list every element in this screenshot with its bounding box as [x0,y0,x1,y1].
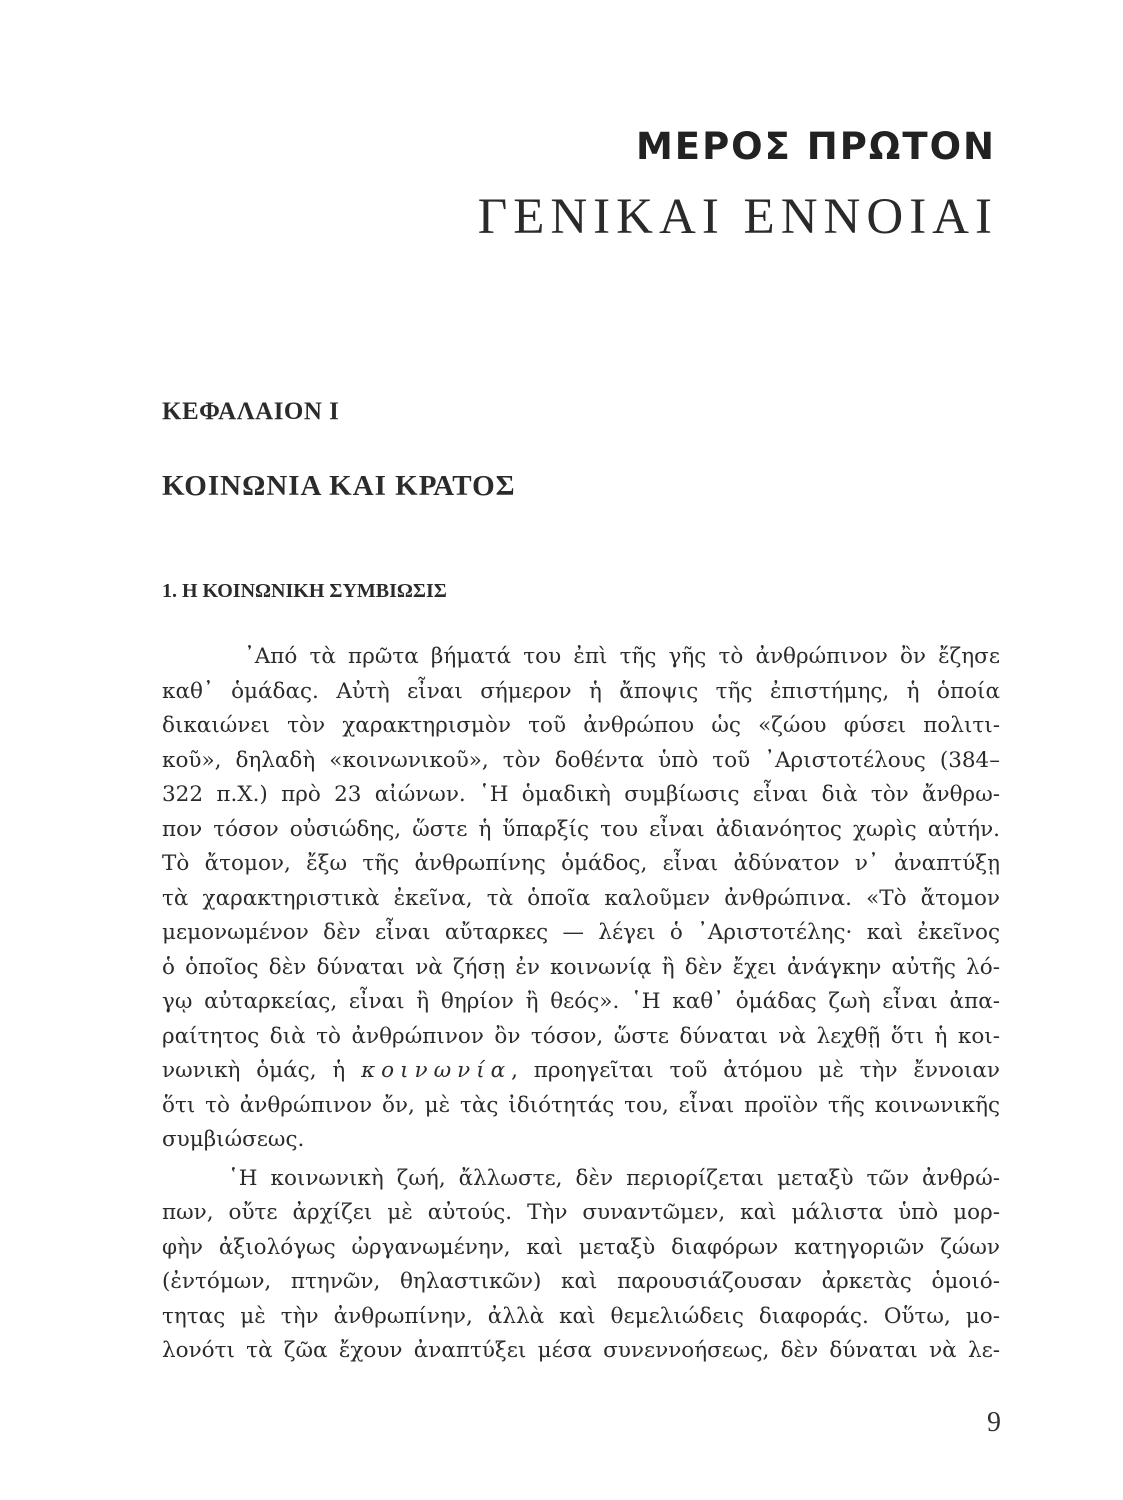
text-line: δικαιώνει τὸν χαρακτηρισμὸν τοῦ ἀνθρώπου ὡς «ζώου φύσει πολιτι- [162,713,1000,738]
text-line: Τὸ ἄτομον, ἔξω τῆς ἀνθρωπίνης ὁμάδος, εἶναι ἀδύνατον ν᾿ ἀναπτύξῃ [162,851,1000,876]
text-line: 322 π.Χ.) πρὸ 23 αἰώνων. ῾Η ὁμαδικὴ συμβίωσις εἶναι διὰ τὸν ἄνθρω- [162,782,1000,807]
text-line: γῳ αὐταρκείας, εἶναι ἢ θηρίον ἢ θεός». ῾Η καθ᾿ ὁμάδας ζωὴ εἶναι ἀπα- [162,989,1000,1014]
text-line: ὅτι τὸ ἀνθρώπινον ὄν, μὲ τὰς ἰδιότητάς του, εἶναι προϊὸν τῆς κοινωνικῆς [162,1092,1000,1118]
text-line: ὁ ὁποῖος δὲν δύναται νὰ ζήσῃ ἐν κοινωνίᾳ ἢ δὲν ἔχει ἀνάγκην αὐτῆς λό- [162,954,1000,980]
paragraph-2 [162,1162,1000,1369]
text-line: κοῦ», δηλαδὴ «κοινωνικοῦ», τὸν δοθέντα ὑπὸ τοῦ ᾿Αριστοτέλους (384– [162,747,1000,773]
text-line: φὴν ἀξιολόγως ὠργανωμένην, καὶ μεταξὺ διαφόρων κατηγοριῶν ζώων [162,1234,1000,1260]
text-line: μεμονωμένον δὲν εἶναι αὔταρκες — λέγει ὁ ᾿Αριστοτέλης· καὶ ἐκεῖνος [162,920,1000,945]
text-line: (ἐντόμων, πτηνῶν, θηλαστικῶν) καὶ παρουσιάζουσαν ἀρκετὰς ὁμοιό- [162,1269,1000,1294]
text-line: ραίτητος διὰ τὸ ἀνθρώπινον ὂν τόσον, ὥστε δύναται νὰ λεχθῇ ὅτι ἡ κοι- [162,1023,1000,1049]
text-line: λονότι τὰ ζῶα ἔχουν ἀναπτύξει μέσα συνεννοήσεως, δὲν δύναται νὰ λε- [162,1338,1000,1363]
text-line-emphasis [162,1054,1000,1089]
line-prefix: νωνικὴ ὁμάς, ἡ [162,1058,362,1083]
paragraph-1 [162,640,1000,1158]
text-line: τητας μὲ τὴν ἀνθρωπίνην, ἀλλὰ καὶ θεμελιώδεις διαφοράς. Οὕτω, μο- [162,1303,1000,1329]
text-line: πον τόσον οὐσιώδης, ὥστε ἡ ὕπαρξίς του εἶναι ἀδιανόητος χωρὶς αὐτήν. [162,816,1000,842]
line-suffix: , προηγεῖται τοῦ ἀτόμου μὲ τὴν ἔννοιαν [511,1058,1000,1083]
chapter-title: ΚΟΙΝΩΝΙΑ ΚΑΙ ΚΡΑΤΟΣ [162,470,516,502]
section-heading: 1. Η ΚΟΙΝΩΝΙΚΗ ΣΥΜΒΙΩΣΙΣ [162,580,447,602]
text-line: συμβιώσεως. [162,1127,305,1152]
emphasized-word: κοινωνία [361,1058,512,1083]
text-line: ᾿Από τὰ πρῶτα βήματά του ἐπὶ τῆς γῆς τὸ ἀνθρώπινον ὂν ἔζησε [244,644,1000,669]
text-line: πων, οὔτε ἀρχίζει μὲ αὐτούς. Τὴν συναντῶμεν, καὶ μάλιστα ὑπὸ μορ- [162,1200,1000,1225]
text-line: τὰ χαρακτηριστικὰ ἐκεῖνα, τὰ ὁποῖα καλοῦμεν ἀνθρώπινα. «Τὸ ἄτομον [162,885,1000,911]
text-line: καθ᾿ ὁμάδας. Αὐτὴ εἶναι σήμερον ἡ ἄποψις τῆς ἐπιστήμης, ἡ ὁποία [162,678,1000,704]
body-text [162,640,1000,1369]
chapter-label: ΚΕΦΑΛΑΙΟΝ Ι [162,398,340,425]
page-number: 9 [987,1407,1001,1438]
text-line: ῾Η κοινωνικὴ ζωή, ἄλλωστε, δὲν περιορίζεται μεταξὺ τῶν ἀνθρώ- [228,1165,1000,1191]
part-title: ΓΕΝΙΚΑΙ ΕΝΝΟΙΑΙ [477,189,998,245]
part-label: ΜΕΡΟΣ ΠΡΩΤΟΝ [635,125,996,168]
